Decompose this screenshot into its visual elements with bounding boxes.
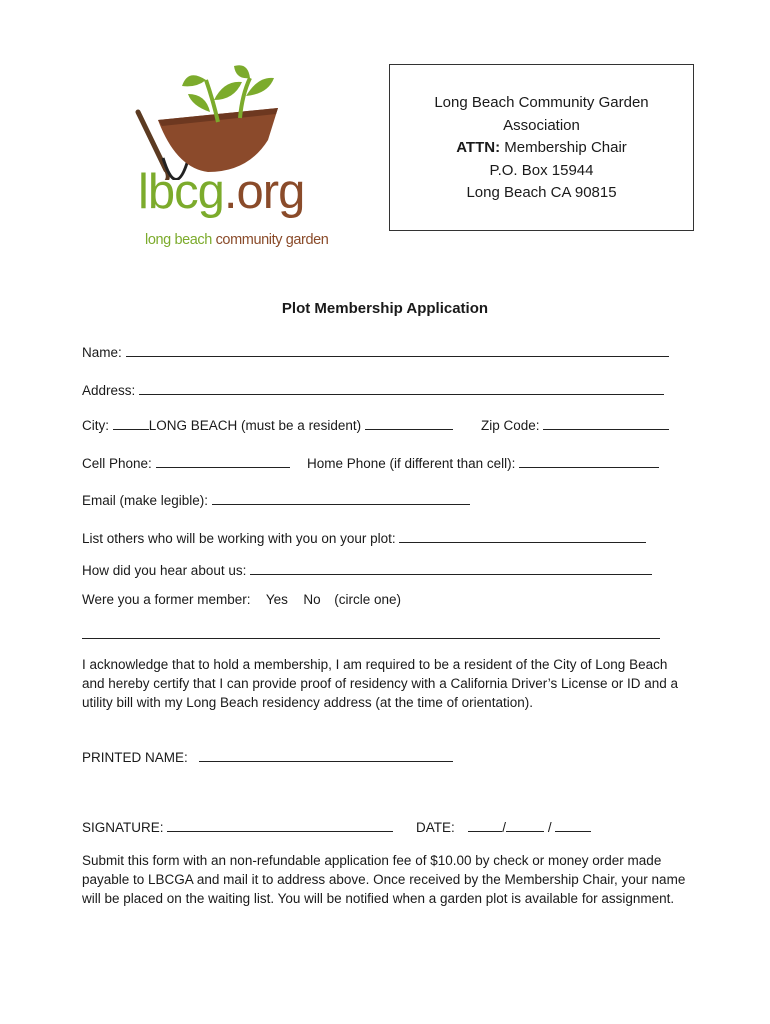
city-label: City: [82, 418, 109, 433]
date-month-field[interactable] [468, 817, 502, 832]
cell-phone-field[interactable] [156, 453, 290, 468]
others-row [82, 528, 646, 546]
logo-wordmark-lbcg: lbcg [138, 165, 224, 219]
date-day-field[interactable] [506, 817, 544, 832]
email-label: Email (make legible): [82, 493, 209, 508]
zip-label: Zip Code: [481, 418, 540, 433]
address-city-zip: Long Beach CA 90815 [466, 184, 617, 201]
circle-one-hint: (circle one) [334, 592, 401, 607]
form-title: Plot Membership Application [281, 300, 489, 317]
signature-field[interactable] [167, 817, 393, 832]
logo-tagline [145, 232, 328, 248]
city-field-prefix[interactable] [113, 415, 149, 430]
address-attn [390, 137, 693, 160]
extra-blank-line[interactable] [82, 638, 660, 639]
name-label: Name: [82, 345, 122, 360]
signature-row [82, 817, 393, 835]
address-line-1: Long Beach Community Garden [434, 94, 649, 111]
hear-label: How did you hear about us: [82, 563, 247, 578]
date-separator-2: / [547, 820, 552, 835]
home-phone-label: Home Phone (if different than cell): [307, 456, 516, 471]
date-label: DATE: [416, 820, 455, 835]
city-field-suffix[interactable] [365, 415, 453, 430]
others-label: List others who will be working with you on your plot: [82, 531, 396, 546]
date-year-field[interactable] [555, 817, 591, 832]
former-member-row [82, 592, 401, 607]
logo-wordmark-org: .org [223, 165, 305, 219]
email-row [82, 490, 470, 508]
cell-phone-row [82, 453, 290, 471]
zip-field[interactable] [543, 415, 669, 430]
printed-name-row [82, 747, 453, 765]
lbcg-logo [118, 60, 338, 260]
attn-label: ATTN: [456, 139, 501, 156]
former-member-label: Were you a former member: [82, 592, 251, 607]
address-field[interactable] [139, 380, 664, 395]
signature-label: SIGNATURE: [82, 820, 164, 835]
logo-tagline-long-beach: long beach [145, 232, 212, 248]
hear-field[interactable] [250, 560, 652, 575]
name-row [82, 342, 669, 360]
home-phone-field[interactable] [519, 453, 659, 468]
hear-row [82, 560, 652, 578]
name-field[interactable] [126, 342, 669, 357]
date-separator-1: / [502, 820, 507, 835]
address-po-box: P.O. Box 15944 [489, 161, 594, 179]
email-field[interactable] [212, 490, 470, 505]
address-row [82, 380, 664, 398]
mailing-address-box [389, 64, 694, 231]
logo-tagline-community-garden: community garden [211, 232, 329, 248]
others-field[interactable] [399, 528, 646, 543]
printed-name-field[interactable] [199, 747, 453, 762]
wheelbarrow-plant-icon [118, 60, 338, 180]
printed-name-label: PRINTED NAME: [82, 750, 188, 765]
city-value: LONG BEACH (must be a resident) [148, 418, 362, 433]
logo-wordmark [138, 165, 305, 219]
former-member-no[interactable]: No [303, 592, 321, 607]
address-label: Address: [82, 383, 136, 398]
former-member-yes[interactable]: Yes [265, 592, 288, 607]
attn-value: Membership Chair [500, 139, 627, 156]
zip-row [481, 415, 669, 433]
address-line-2: Association [503, 116, 580, 134]
cell-phone-label: Cell Phone: [82, 456, 152, 471]
residency-acknowledgement: I acknowledge that to hold a membership, I am required to be a resident of the City of Long Beach and hereby certify that I can provide proof of residency with a California Driver’s License or ID and a utility bill with my Long Beach residency address (at the time of orientation). [82, 657, 679, 710]
city-row [82, 415, 453, 433]
date-row [416, 817, 591, 835]
home-phone-row [307, 453, 659, 471]
submission-instructions: Submit this form with an non-refundable application fee of $10.00 by check or money order made payable to LBCGA and mail it to address above. Once received by the Membership Chair, your name will be placed on the waiting list. You will be notified when a garden plot is available for assignment. [82, 853, 686, 906]
